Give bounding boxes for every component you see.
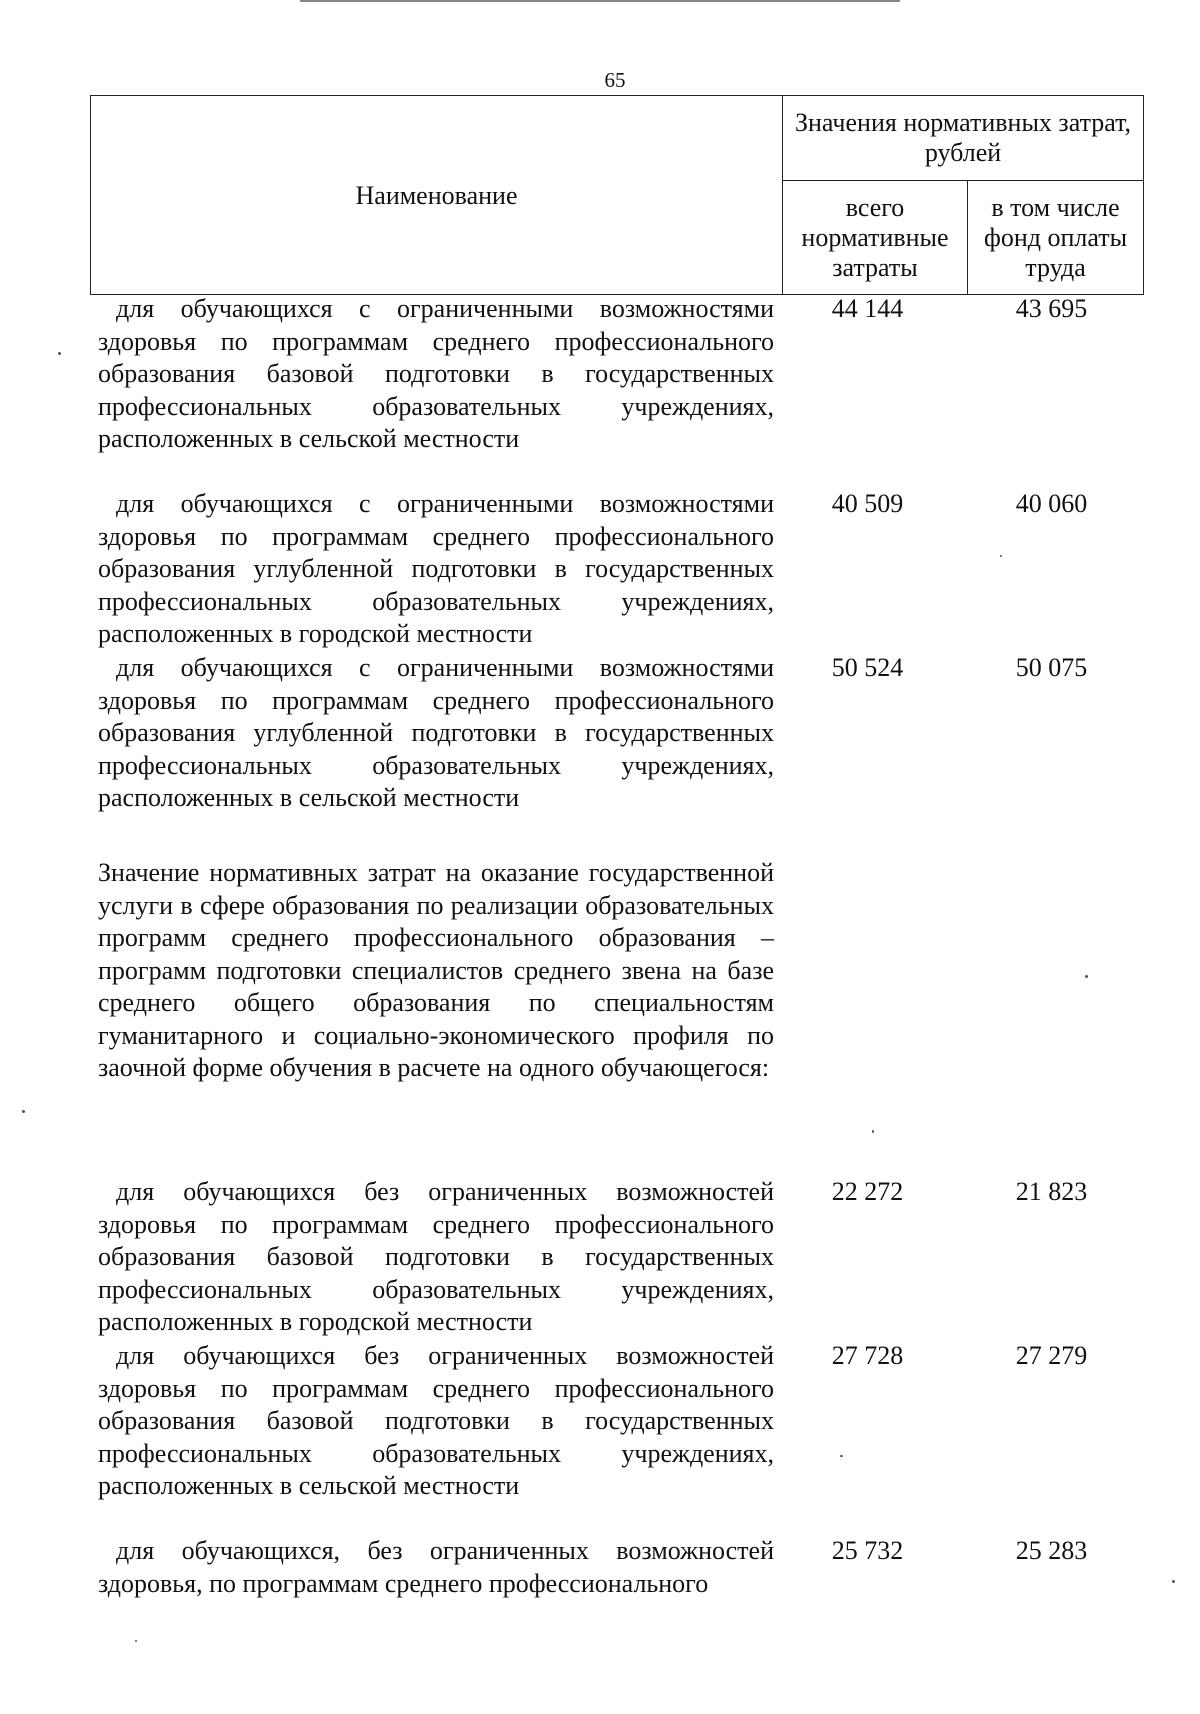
row-total-value: 25 732 bbox=[831, 1536, 904, 1565]
row-description: для обучающихся без ограниченных возможностей здоровья по программам среднего профессионального образования базовой подготовки в государственных профессиональных образовательных учреждениях, расположенных в сельской местности bbox=[98, 1341, 774, 1500]
scan-speck bbox=[135, 1640, 137, 1642]
scan-speck bbox=[22, 1110, 25, 1113]
row-total-value: 44 144 bbox=[831, 294, 904, 323]
row-wage-value: 27 279 bbox=[1015, 1341, 1088, 1370]
row-description: для обучающихся, без ограниченных возможностей здоровья, по программам среднего профессионального bbox=[98, 1536, 774, 1598]
row-description: для обучающихся с ограниченными возможностями здоровья по программам среднего профессионального образования базовой подготовки в государственных профессиональных образовательных учреждениях, расположенных в сельской местности bbox=[98, 294, 774, 453]
row-description: для обучающихся с ограниченными возможностями здоровья по программам среднего профессионального образования углубленной подготовки в государственных профессиональных образовательных учреждениях, расположенных в сельской местности bbox=[98, 653, 774, 812]
page-number: 65 bbox=[604, 68, 626, 92]
scan-speck bbox=[1085, 975, 1088, 978]
row-total-value: 50 524 bbox=[831, 653, 904, 682]
row-total-value: 40 509 bbox=[831, 489, 904, 518]
row-wage-value: 25 283 bbox=[1015, 1536, 1088, 1565]
table-header bbox=[90, 95, 1144, 295]
section-heading-text: Значение нормативных затрат на оказание государственной услуги в сфере образования по реализации образовательных программ среднего профессионального образования – программ подготовки специалистов среднего звена на базе среднего общего образования по специальностям гуманитарного и социально-экономического профиля по заочной форме обучения в расчете на одного обучающегося: bbox=[98, 858, 774, 1082]
scan-speck bbox=[58, 352, 61, 355]
row-wage-value: 43 695 bbox=[1015, 294, 1088, 323]
header-costs-group-cell: Значения нормативных затрат, рублей bbox=[783, 96, 1144, 181]
header-wage-cell: в том числе фонд оплаты труда bbox=[968, 181, 1144, 295]
row-wage-value: 50 075 bbox=[1015, 653, 1088, 682]
scan-speck bbox=[872, 1130, 874, 1133]
scan-top-edge bbox=[300, 0, 900, 2]
row-wage-value: 21 823 bbox=[1015, 1177, 1088, 1206]
row-total-value: 27 728 bbox=[831, 1341, 904, 1370]
scan-speck bbox=[1172, 1580, 1175, 1583]
row-description: для обучающихся без ограниченных возможностей здоровья по программам среднего профессионального образования базовой подготовки в государственных профессиональных образовательных учреждениях, расположенных в городской местности bbox=[98, 1177, 774, 1336]
row-wage-value: 40 060 bbox=[1015, 489, 1088, 518]
row-total-value: 22 272 bbox=[831, 1177, 904, 1206]
scan-speck bbox=[840, 1455, 843, 1457]
scan-speck bbox=[1000, 555, 1002, 557]
header-total-cell: всего нормативные затраты bbox=[783, 181, 968, 295]
row-description: для обучающихся с ограниченными возможностями здоровья по программам среднего профессионального образования углубленной подготовки в государственных профессиональных образовательных учреждениях, расположенных в городской местности bbox=[98, 489, 774, 648]
header-name-cell: Наименование bbox=[91, 96, 783, 295]
